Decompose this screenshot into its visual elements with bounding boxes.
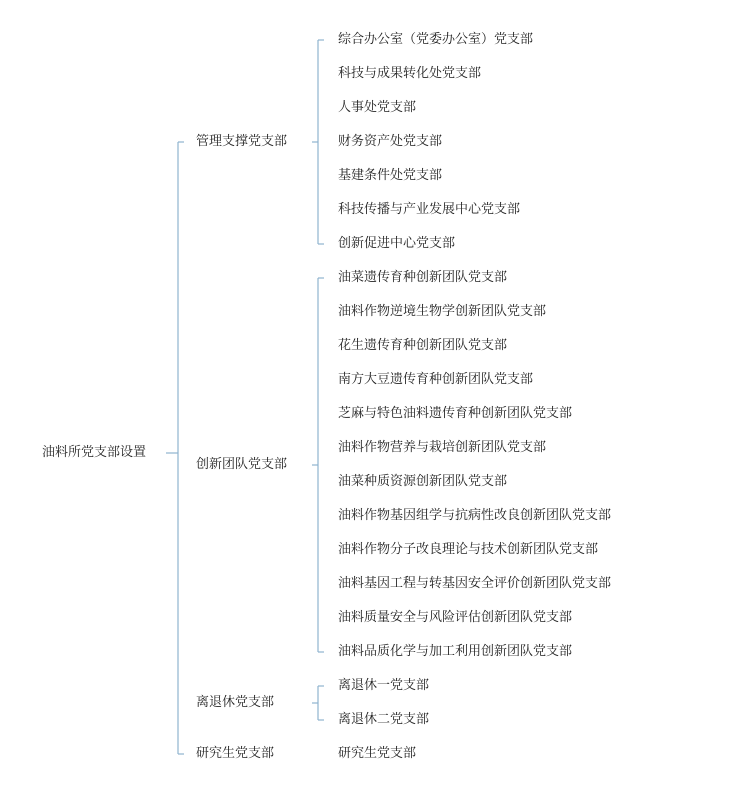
leaf-node: 离退休二党支部 [338,712,430,727]
leaf-node: 花生遗传育种创新团队党支部 [338,338,508,353]
root-node: 油料所党支部设置 [42,445,147,460]
leaf-node: 油料作物逆境生物学创新团队党支部 [338,304,547,319]
leaf-node: 基建条件处党支部 [338,168,443,183]
leaf-node: 综合办公室（党委办公室）党支部 [338,32,534,47]
leaf-node: 油料基因工程与转基因安全评价创新团队党支部 [338,576,612,591]
leaf-node: 研究生党支部 [338,746,417,761]
leaf-node: 油菜种质资源创新团队党支部 [338,474,508,489]
leaf-node: 科技与成果转化处党支部 [338,66,482,81]
leaf-node: 油料品质化学与加工利用创新团队党支部 [338,644,573,659]
leaf-node: 财务资产处党支部 [338,134,443,149]
leaf-node: 创新促进中心党支部 [338,236,456,251]
branch-node: 离退休党支部 [196,695,275,710]
leaf-node: 油料作物营养与栽培创新团队党支部 [338,440,547,455]
branch-node: 研究生党支部 [196,746,275,761]
leaf-node: 南方大豆遗传育种创新团队党支部 [338,372,534,387]
leaf-node: 油料质量安全与风险评估创新团队党支部 [338,610,573,625]
branch-node: 管理支撑党支部 [196,134,288,149]
leaf-node: 芝麻与特色油料遗传育种创新团队党支部 [338,406,573,421]
leaf-node: 油菜遗传育种创新团队党支部 [338,270,508,285]
leaf-node: 离退休一党支部 [338,678,430,693]
leaf-node: 油料作物分子改良理论与技术创新团队党支部 [338,542,599,557]
leaf-node: 油料作物基因组学与抗病性改良创新团队党支部 [338,508,612,523]
leaf-node: 人事处党支部 [338,100,417,115]
branch-node: 创新团队党支部 [196,457,288,472]
leaf-node: 科技传播与产业发展中心党支部 [338,202,521,217]
